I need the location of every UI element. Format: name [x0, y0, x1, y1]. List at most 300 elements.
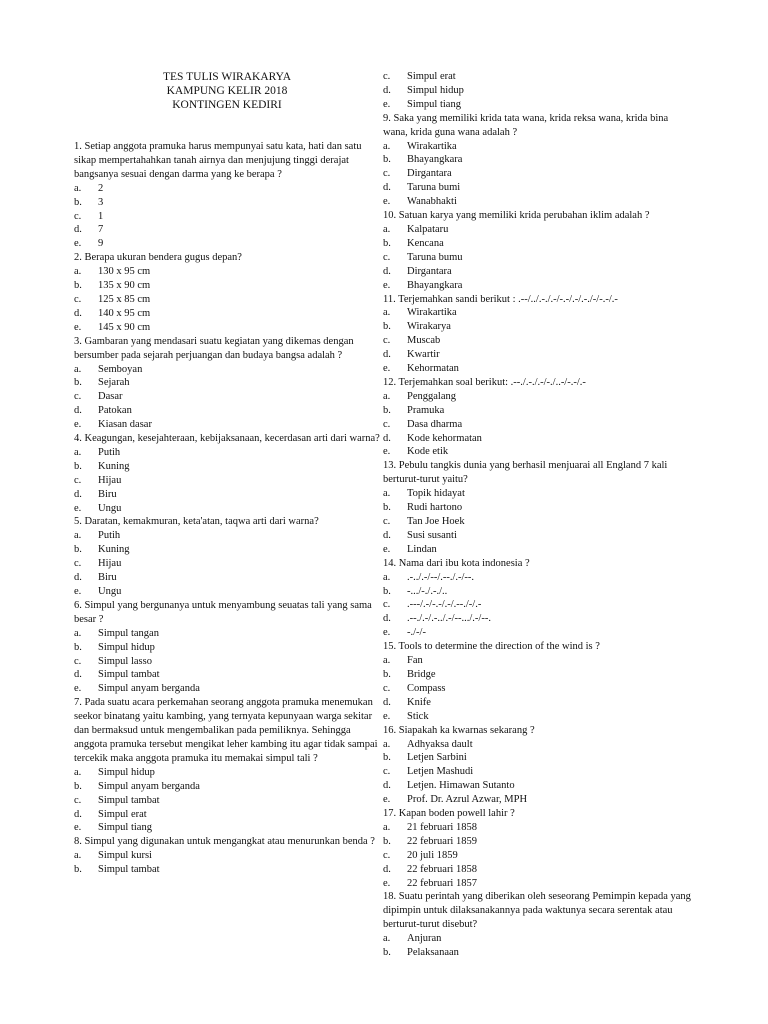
- answer-option: [383, 946, 693, 960]
- option-text: Knife: [407, 696, 431, 708]
- option-letter: e.: [383, 794, 391, 806]
- option-text: 140 x 95 cm: [98, 307, 151, 319]
- option-letter: c.: [383, 335, 391, 347]
- option-letter: b.: [383, 154, 391, 166]
- option-text: Wirakarya: [407, 321, 451, 333]
- option-text: Kwartir: [407, 349, 440, 361]
- answer-option: [383, 779, 693, 793]
- option-letter: d.: [74, 669, 82, 681]
- option-letter: d.: [74, 572, 82, 584]
- option-text: Kiasan dasar: [98, 419, 152, 431]
- question-block: [74, 599, 380, 696]
- option-text: Anjuran: [407, 933, 442, 945]
- option-letter: a.: [383, 738, 391, 750]
- option-letter: d.: [74, 307, 82, 319]
- option-text: Dirgantara: [407, 265, 452, 277]
- option-text: 9: [98, 238, 104, 250]
- answer-option: [74, 557, 380, 571]
- option-letter: b.: [383, 321, 391, 333]
- option-letter: b.: [74, 641, 82, 653]
- answer-option: [383, 710, 693, 724]
- option-text: Taruna bumu: [407, 251, 463, 263]
- answer-option: [74, 780, 380, 794]
- answer-option: [383, 195, 693, 209]
- option-text: Taruna bumi: [407, 182, 461, 194]
- option-text: Hijau: [98, 474, 122, 486]
- option-text: Putih: [98, 446, 121, 458]
- option-letter: c.: [74, 558, 82, 570]
- left-column: [74, 70, 380, 877]
- option-letter: c.: [74, 210, 82, 222]
- option-letter: a.: [383, 307, 391, 319]
- answer-option: [74, 418, 380, 432]
- answer-option: [383, 348, 693, 362]
- answer-option: [383, 529, 693, 543]
- option-letter: a.: [383, 390, 391, 402]
- title-spacer: [74, 112, 380, 140]
- option-text: 135 x 90 cm: [98, 280, 151, 292]
- question-block: [74, 335, 380, 432]
- option-text: Fan: [407, 655, 423, 667]
- question-text: 16. Siapakah ka kwarnas sekarang ?: [383, 724, 535, 736]
- exam-title: [74, 70, 380, 112]
- answer-option: [383, 501, 693, 515]
- answer-option: [383, 932, 693, 946]
- option-letter: e.: [383, 543, 391, 555]
- answer-option: [383, 738, 693, 752]
- option-text: Kode etik: [407, 446, 449, 458]
- option-letter: a.: [383, 655, 391, 667]
- question-text: 3. Gambaran yang mendasari suatu kegiatan yang dikemas dengan bersumber pada sejarah perjuangan dan budaya bangsa adalah ?: [74, 335, 354, 361]
- option-letter: e.: [74, 586, 82, 597]
- answer-option: [383, 334, 693, 348]
- option-letter: e.: [383, 98, 391, 110]
- option-text: Topik hidayat: [407, 488, 465, 500]
- answer-option: [383, 487, 693, 501]
- question-text: 14. Nama dari ibu kota indonesia ?: [383, 557, 530, 569]
- option-letter: a.: [74, 182, 82, 194]
- answer-option: [74, 766, 380, 780]
- answer-option: [74, 529, 380, 543]
- answer-option: [74, 390, 380, 404]
- answer-option: [383, 682, 693, 696]
- question-block: [383, 293, 693, 376]
- option-letter: b.: [74, 280, 82, 292]
- option-text: Kuning: [98, 544, 130, 556]
- option-text: Bhayangkara: [407, 279, 463, 291]
- question-text: 13. Pebulu tangkis dunia yang berhasil menjuarai all England 7 kali berturut-turut yaitu?: [383, 460, 668, 486]
- option-text: Simpul tangan: [98, 627, 159, 639]
- option-text: Kencana: [407, 237, 444, 249]
- option-text: Letjen Mashudi: [407, 766, 474, 778]
- option-letter: d.: [383, 613, 391, 625]
- answer-option: [383, 390, 693, 404]
- option-letter: d.: [383, 780, 391, 792]
- question-text: 5. Daratan, kemakmuran, keta'atan, taqwa arti dari warna?: [74, 516, 319, 528]
- option-letter: a.: [74, 766, 82, 778]
- answer-option: [74, 265, 380, 279]
- option-text: Stick: [407, 710, 429, 722]
- question-text: 4. Keagungan, kesejahteraan, kebijaksanaan, kecerdasan arti dari warna?: [74, 433, 380, 445]
- answer-option: [74, 794, 380, 808]
- option-letter: b.: [383, 502, 391, 514]
- left-questions: [74, 140, 380, 877]
- option-text: Simpul hidup: [98, 641, 155, 653]
- option-letter: b.: [383, 947, 391, 959]
- answer-option: [383, 821, 693, 835]
- answer-option: [383, 404, 693, 418]
- question-block: [74, 251, 380, 334]
- answer-option: [74, 446, 380, 460]
- question-text: 9. Saka yang memiliki krida tata wana, krida reksa wana, krida bina wana, krida guna wana adalah ?: [383, 112, 669, 138]
- question-block: [383, 209, 693, 292]
- answer-option: [383, 543, 693, 557]
- answer-option: [74, 808, 380, 822]
- option-text: Simpul tambat: [98, 669, 160, 681]
- option-letter: e.: [74, 238, 82, 250]
- option-text: Simpul anyam berganda: [98, 683, 200, 695]
- question-block: [383, 640, 693, 723]
- option-letter: e.: [383, 196, 391, 208]
- option-letter: e.: [383, 279, 391, 291]
- option-letter: a.: [383, 140, 391, 152]
- option-letter: b.: [383, 585, 391, 597]
- option-text: Simpul tambat: [98, 864, 160, 876]
- option-text: 125 x 85 cm: [98, 293, 151, 305]
- answer-option: [383, 654, 693, 668]
- answer-option: [383, 877, 693, 891]
- answer-option: [383, 167, 693, 181]
- question-block: [74, 835, 380, 877]
- option-letter: b.: [74, 864, 82, 876]
- answer-option: [74, 237, 380, 251]
- option-text: Ungu: [98, 502, 122, 514]
- answer-option: [383, 696, 693, 710]
- option-letter: c.: [383, 516, 391, 527]
- question-block: [383, 557, 693, 640]
- option-text: Sejarah: [98, 377, 130, 389]
- option-text: Letjen Sarbini: [407, 752, 467, 764]
- answer-option: [74, 474, 380, 488]
- option-text: Pelaksanaan: [407, 947, 459, 959]
- question-block: [383, 807, 693, 890]
- question-block: [74, 432, 380, 515]
- option-text: Penggalang: [407, 390, 456, 402]
- option-letter: a.: [74, 850, 82, 862]
- option-text: Dasar: [98, 391, 123, 403]
- option-text: Dasa dharma: [407, 418, 463, 430]
- question-block: [383, 70, 693, 112]
- option-letter: a.: [383, 488, 391, 500]
- answer-option: [74, 376, 380, 390]
- option-text: Bhayangkara: [407, 154, 463, 166]
- question-text: 10. Satuan karya yang memiliki krida perubahan iklim adalah ?: [383, 210, 650, 222]
- option-text: Simpul hidup: [407, 84, 464, 96]
- option-text: Simpul lasso: [98, 655, 152, 667]
- answer-option: [383, 320, 693, 334]
- option-text: Prof. Dr. Azrul Azwar, MPH: [407, 794, 528, 806]
- answer-option: [74, 210, 380, 224]
- option-text: Adhyaksa dault: [407, 738, 473, 750]
- option-text: Putih: [98, 530, 121, 542]
- answer-option: [74, 196, 380, 210]
- option-text: Semboyan: [98, 363, 143, 375]
- option-letter: c.: [383, 599, 391, 611]
- answer-option: [74, 404, 380, 418]
- answer-option: [383, 84, 693, 98]
- right-column: [383, 70, 693, 960]
- option-letter: b.: [74, 460, 82, 472]
- answer-option: [383, 765, 693, 779]
- option-text: 145 x 90 cm: [98, 321, 151, 333]
- option-letter: d.: [383, 84, 391, 96]
- answer-option: [74, 821, 380, 835]
- option-text: Ungu: [98, 586, 122, 597]
- answer-option: [383, 418, 693, 432]
- option-letter: d.: [383, 432, 391, 444]
- question-block: [383, 459, 693, 556]
- question-text: 7. Pada suatu acara perkemahan seorang anggota pramuka menemukan seekor binatang yaitu kambing, yang ternyata kepunyaan warga sekitar dan bermaksud untuk mengembalikan pada pemiliknya. Sehingga anggota pramuka tersebut mengikat leher kambing itu agar tidak sampai tercekik maka anggota pramuka itu memakai simpul tali ?: [74, 697, 378, 764]
- option-letter: c.: [383, 168, 391, 180]
- question-text: 1. Setiap anggota pramuka harus mempunyai satu kata, hati dan satu sikap mempertahahkan tanah airnya dan menjujung tinggi derajat bangsanya sesuai dengan darma yang ke berapa ?: [74, 141, 362, 180]
- option-text: .---/.-/-.-/.-/.--./-/.-: [407, 599, 482, 611]
- answer-option: [74, 223, 380, 237]
- option-letter: c.: [383, 766, 391, 778]
- answer-option: [383, 585, 693, 599]
- option-letter: e.: [74, 683, 82, 695]
- answer-option: [383, 279, 693, 293]
- option-letter: e.: [74, 419, 82, 431]
- question-block: [74, 696, 380, 835]
- answer-option: [383, 153, 693, 167]
- option-text: Kehormatan: [407, 363, 459, 375]
- answer-option: [383, 849, 693, 863]
- option-text: Bridge: [407, 668, 436, 680]
- option-text: Dirgantara: [407, 168, 452, 180]
- option-letter: e.: [383, 363, 391, 375]
- option-text: Simpul anyam berganda: [98, 780, 200, 792]
- option-text: Kode kehormatan: [407, 432, 482, 444]
- option-text: 21 februari 1858: [407, 821, 477, 833]
- option-letter: d.: [74, 488, 82, 500]
- option-letter: a.: [383, 223, 391, 235]
- option-letter: d.: [383, 696, 391, 708]
- answer-option: [74, 182, 380, 196]
- answer-option: [74, 655, 380, 669]
- answer-option: [74, 627, 380, 641]
- option-letter: c.: [74, 474, 82, 486]
- answer-option: [383, 432, 693, 446]
- option-letter: e.: [74, 822, 82, 834]
- answer-option: [383, 571, 693, 585]
- option-letter: c.: [383, 682, 391, 694]
- answer-option: [74, 460, 380, 474]
- option-letter: d.: [74, 405, 82, 417]
- option-text: Kalpataru: [407, 223, 449, 235]
- answer-option: [74, 502, 380, 516]
- answer-option: [383, 140, 693, 154]
- option-letter: e.: [383, 877, 391, 889]
- option-letter: d.: [383, 182, 391, 194]
- option-text: Simpul kursi: [98, 850, 152, 862]
- answer-option: [74, 363, 380, 377]
- answer-option: [383, 98, 693, 112]
- option-letter: b.: [383, 404, 391, 416]
- option-letter: b.: [74, 196, 82, 208]
- answer-option: [74, 849, 380, 863]
- answer-option: [383, 223, 693, 237]
- option-letter: d.: [383, 863, 391, 875]
- answer-option: [74, 543, 380, 557]
- option-text: Muscab: [407, 335, 441, 347]
- option-text: Wirakartika: [407, 140, 457, 152]
- question-text: 18. Suatu perintah yang diberikan oleh seseorang Pemimpin kepada yang dipimpin untuk dilaksanakannya pada waktunya secara serentak atau berturut-turut disebut?: [383, 891, 691, 931]
- option-letter: b.: [74, 544, 82, 556]
- option-letter: d.: [383, 265, 391, 277]
- question-block: [383, 376, 693, 459]
- option-text: 7: [98, 224, 104, 236]
- option-text: Simpul tambat: [98, 794, 160, 806]
- option-letter: d.: [74, 808, 82, 820]
- option-letter: a.: [383, 933, 391, 945]
- question-text: 6. Simpul yang bergunanya untuk menyambung seuatas tali yang sama besar ?: [74, 599, 372, 625]
- question-text: 17. Kapan boden powell lahir ?: [383, 808, 515, 820]
- option-letter: c.: [383, 418, 391, 430]
- answer-option: [74, 863, 380, 877]
- question-block: [383, 724, 693, 807]
- option-text: -./-/-: [407, 627, 426, 639]
- option-text: Patokan: [98, 405, 132, 417]
- answer-option: [383, 598, 693, 612]
- option-text: 130 x 95 cm: [98, 266, 151, 278]
- answer-option: [383, 251, 693, 265]
- answer-option: [383, 237, 693, 251]
- title-line: KONTINGEN KEDIRI: [172, 99, 282, 111]
- title-line: TES TULIS WIRAKARYA: [163, 71, 291, 83]
- option-letter: c.: [74, 794, 82, 806]
- answer-option: [383, 515, 693, 529]
- option-text: .--./.-/.-../.-/--.../.-/--.: [407, 613, 491, 625]
- question-text: 15. Tools to determine the direction of the wind is ?: [383, 641, 600, 653]
- answer-option: [383, 306, 693, 320]
- option-text: Wanabhakti: [407, 196, 457, 208]
- question-block: [74, 140, 380, 251]
- option-text: Letjen. Himawan Sutanto: [407, 780, 515, 792]
- question-text: 11. Terjemahkan sandi berikut : .--/../.-./.-/-.-/.-/.-./-/-.-/.-: [383, 293, 618, 305]
- question-text: 12. Terjemahkan soal berikut: .--./.-./.-/-./..-/-.-/.-: [383, 376, 586, 388]
- option-text: Simpul erat: [407, 71, 456, 82]
- option-letter: c.: [383, 849, 391, 861]
- option-letter: c.: [74, 655, 82, 667]
- option-text: Biru: [98, 572, 117, 584]
- answer-option: [383, 863, 693, 877]
- right-questions: [383, 70, 693, 960]
- option-letter: b.: [383, 835, 391, 847]
- answer-option: [383, 70, 693, 84]
- option-text: Kuning: [98, 460, 130, 472]
- answer-option: [74, 321, 380, 335]
- option-letter: a.: [74, 363, 82, 375]
- option-text: Compass: [407, 682, 446, 694]
- option-letter: d.: [74, 224, 82, 236]
- answer-option: [383, 626, 693, 640]
- option-text: Wirakartika: [407, 307, 457, 319]
- option-text: Rudi hartono: [407, 502, 463, 514]
- option-text: -.../-./.-./..: [407, 585, 448, 597]
- answer-option: [74, 668, 380, 682]
- option-text: 3: [98, 196, 104, 208]
- answer-option: [383, 445, 693, 459]
- option-letter: b.: [74, 377, 82, 389]
- answer-option: [74, 307, 380, 321]
- option-letter: c.: [383, 251, 391, 263]
- option-text: Biru: [98, 488, 117, 500]
- answer-option: [383, 362, 693, 376]
- option-letter: e.: [74, 321, 82, 333]
- option-letter: a.: [74, 530, 82, 542]
- option-letter: b.: [74, 780, 82, 792]
- question-text: 8. Simpul yang digunakan untuk mengangkat atau menurunkan benda ?: [74, 836, 375, 848]
- option-text: Lindan: [407, 543, 437, 555]
- option-text: Pramuka: [407, 404, 445, 416]
- option-text: .-../.-/--/.--./.-/--.: [407, 571, 475, 583]
- answer-option: [74, 293, 380, 307]
- answer-option: [74, 571, 380, 585]
- option-letter: a.: [74, 266, 82, 278]
- option-letter: e.: [74, 502, 82, 514]
- option-text: 22 februari 1857: [407, 877, 477, 889]
- answer-option: [74, 641, 380, 655]
- answer-option: [383, 793, 693, 807]
- option-text: 1: [98, 210, 104, 222]
- answer-option: [74, 585, 380, 599]
- option-letter: d.: [383, 529, 391, 541]
- option-letter: e.: [383, 710, 391, 722]
- option-text: 22 februari 1858: [407, 863, 477, 875]
- option-letter: d.: [383, 349, 391, 361]
- option-letter: e.: [383, 446, 391, 458]
- answer-option: [383, 181, 693, 195]
- option-text: Susi susanti: [407, 529, 457, 541]
- option-letter: b.: [383, 668, 391, 680]
- title-line: KAMPUNG KELIR 2018: [166, 85, 288, 97]
- option-letter: b.: [383, 752, 391, 764]
- option-text: 22 februari 1859: [407, 835, 477, 847]
- option-letter: a.: [74, 446, 82, 458]
- option-letter: a.: [383, 571, 391, 583]
- option-text: Simpul tiang: [98, 822, 152, 834]
- answer-option: [383, 751, 693, 765]
- answer-option: [383, 835, 693, 849]
- answer-option: [74, 279, 380, 293]
- question-text: 2. Berapa ukuran bendera gugus depan?: [74, 252, 242, 264]
- option-text: Hijau: [98, 558, 122, 570]
- answer-option: [74, 682, 380, 696]
- option-text: 2: [98, 182, 104, 194]
- option-letter: c.: [74, 391, 82, 403]
- answer-option: [383, 668, 693, 682]
- option-text: Simpul tiang: [407, 98, 461, 110]
- answer-option: [74, 488, 380, 502]
- option-text: 20 juli 1859: [407, 849, 458, 861]
- question-block: [383, 112, 693, 209]
- option-letter: a.: [383, 821, 391, 833]
- option-letter: c.: [74, 293, 82, 305]
- answer-option: [383, 612, 693, 626]
- option-letter: c.: [383, 71, 391, 82]
- option-text: Simpul hidup: [98, 766, 155, 778]
- option-letter: e.: [383, 627, 391, 639]
